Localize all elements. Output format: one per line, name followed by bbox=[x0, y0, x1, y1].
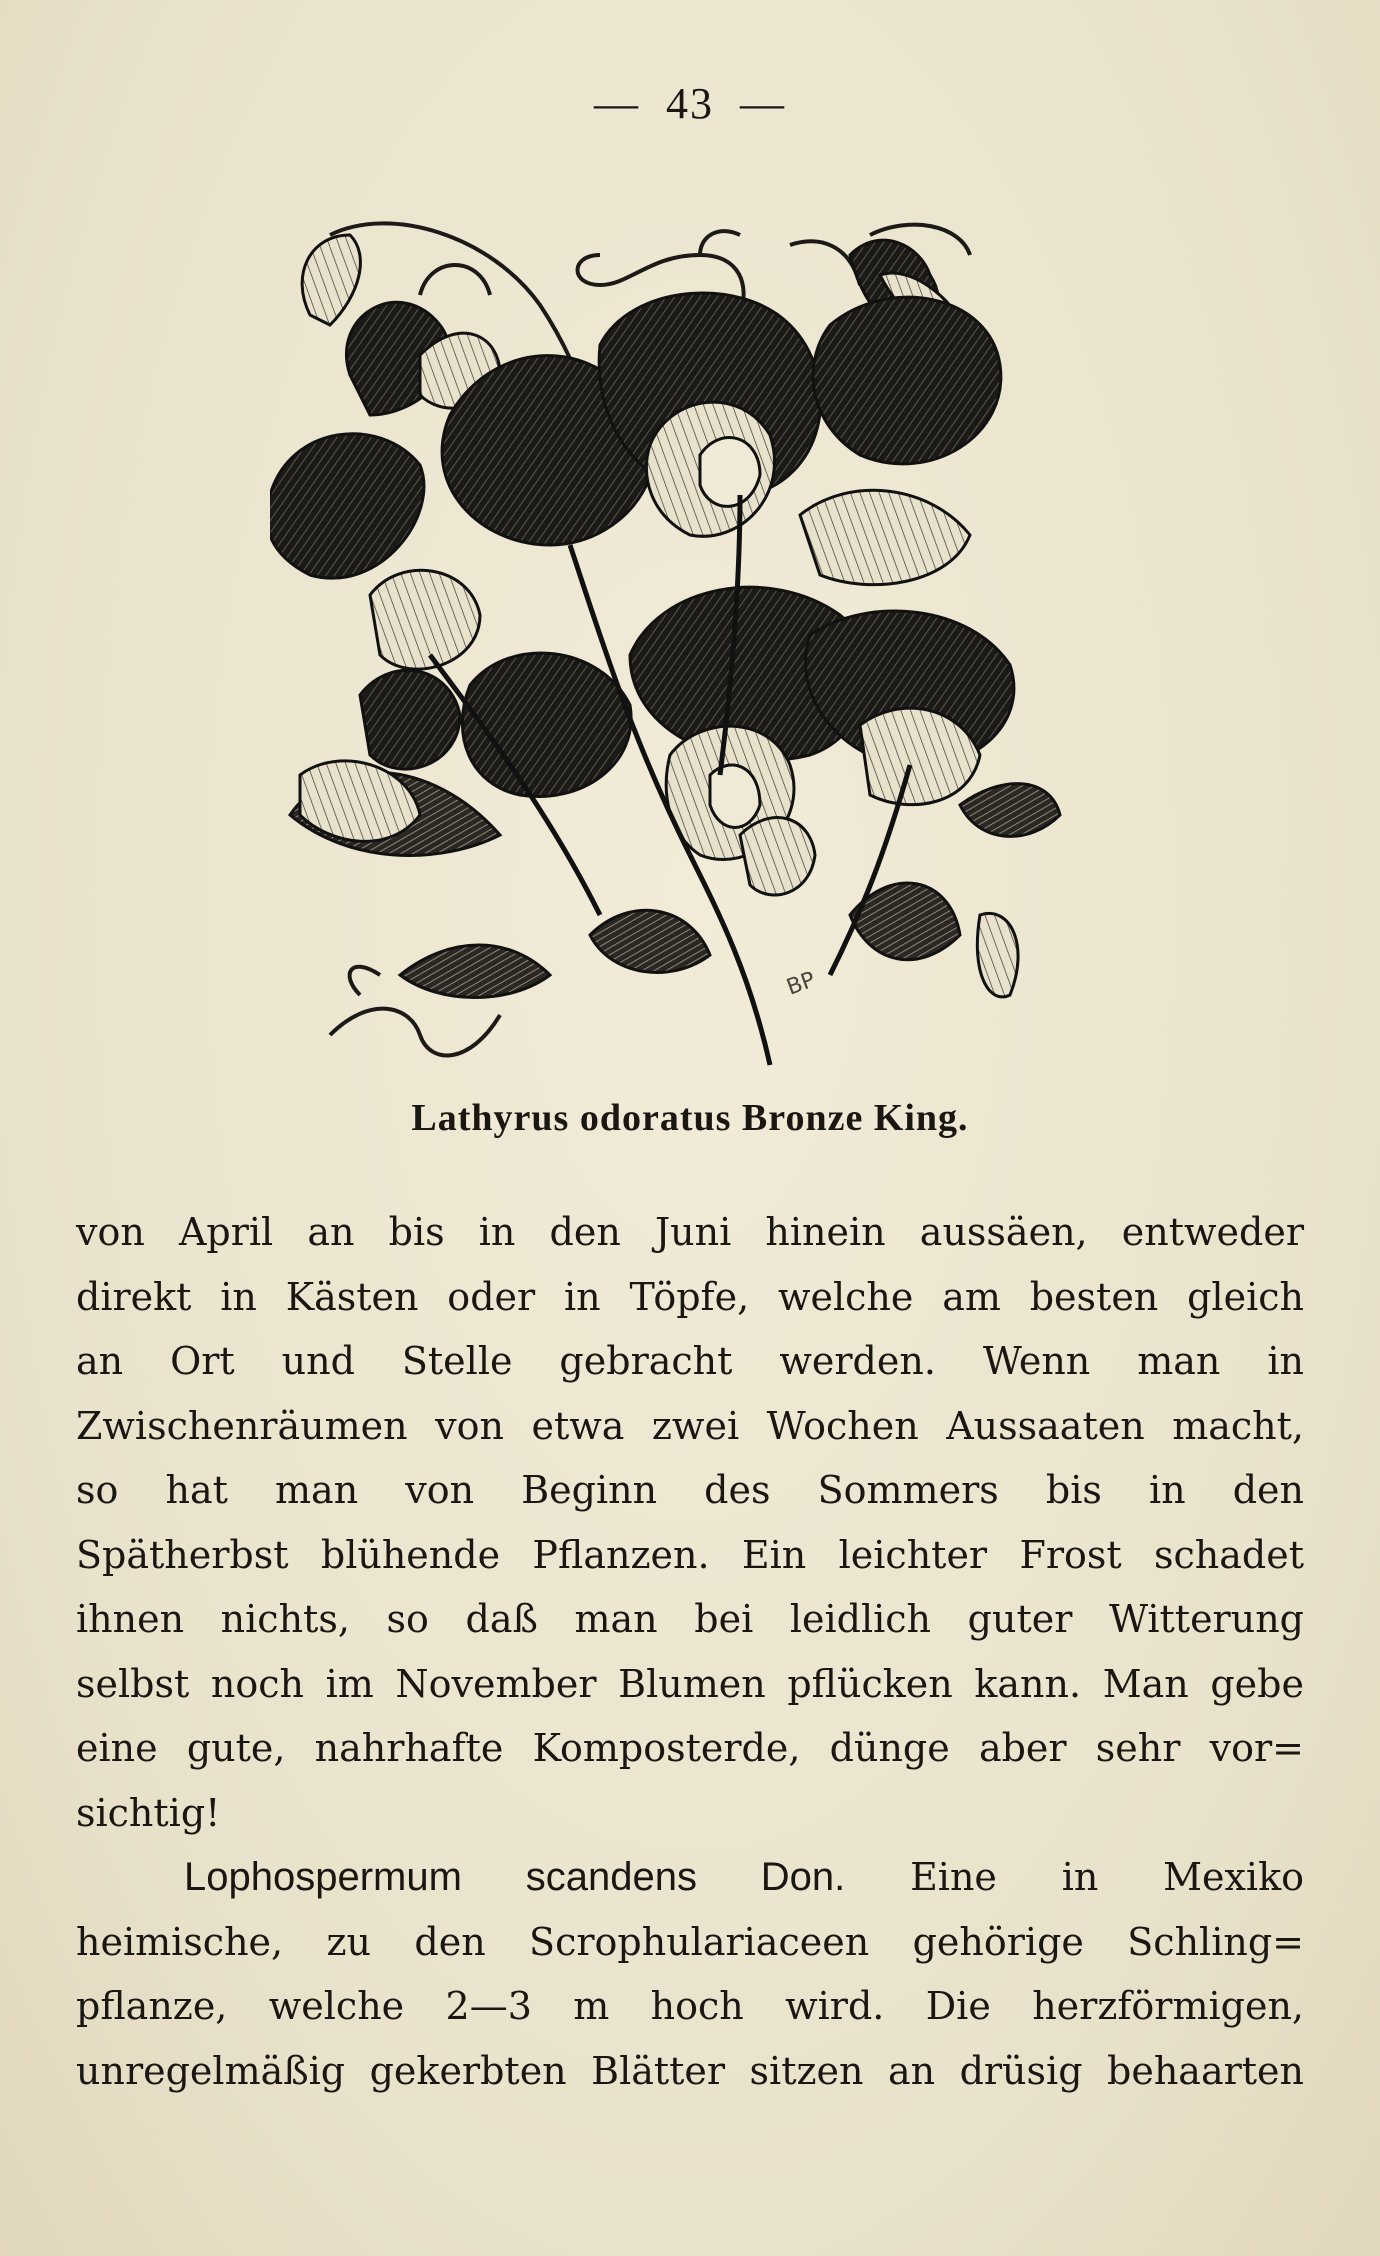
page-number-header bbox=[0, 78, 1380, 129]
paragraph-2-line-1 bbox=[76, 1845, 1304, 1910]
paragraph-1-line-2: direkt in Kästen oder in Töpfe, welche am besten gleich bbox=[76, 1274, 1304, 1319]
paragraph-2-line-2: heimische, zu den Scrophulariaceen gehörige Schling= bbox=[76, 1919, 1304, 1964]
page-number-dash-right: — bbox=[740, 79, 786, 128]
paragraph-2-line-1-rest: Eine in Mexiko bbox=[910, 1855, 1304, 1899]
page-number-dash-left: — bbox=[594, 79, 640, 128]
paragraph-2-line-3: pflanze, welche 2—3 m hoch wird. Die herzförmigen, bbox=[76, 1984, 1304, 2028]
sweet-pea-illustration bbox=[270, 215, 1110, 1075]
paragraph-2-line-4: unregelmäßig gekerbten Blätter sitzen an drüsig behaarten bbox=[76, 2048, 1304, 2093]
paragraph-1-line-10: sichtig! bbox=[76, 1790, 221, 1835]
paragraph-1-line-4: Zwischenräumen von etwa zwei Wochen Aussaaten macht, bbox=[76, 1403, 1304, 1448]
body-text bbox=[76, 1200, 1304, 2103]
figure-caption: Lathyrus odoratus Bronze King. bbox=[411, 1097, 969, 1139]
latin-plant-name: Lophospermum scandens Don. bbox=[184, 1855, 846, 1899]
paragraph-1-line-6: Spätherbst blühende Pflanzen. Ein leichter Frost schadet bbox=[76, 1532, 1304, 1577]
paragraph-1-line-9: eine gute, nahrhafte Komposterde, dünge aber sehr vor= bbox=[76, 1726, 1304, 1770]
paragraph-1-line-1: von April an bis in den Juni hinein aussäen, entweder bbox=[76, 1210, 1304, 1254]
paragraph-1-line-5: so hat man von Beginn des Sommers bis in den bbox=[76, 1468, 1304, 1512]
page-number: 43 bbox=[666, 79, 714, 128]
engraver-mark: BP bbox=[783, 967, 819, 1001]
paragraph-1-line-8: selbst noch im November Blumen pflücken kann. Man gebe bbox=[76, 1661, 1304, 1706]
paragraph-1-line-3: an Ort und Stelle gebracht werden. Wenn man in bbox=[76, 1339, 1304, 1383]
paragraph-1-line-7: ihnen nichts, so daß man bei leidlich guter Witterung bbox=[76, 1597, 1304, 1641]
